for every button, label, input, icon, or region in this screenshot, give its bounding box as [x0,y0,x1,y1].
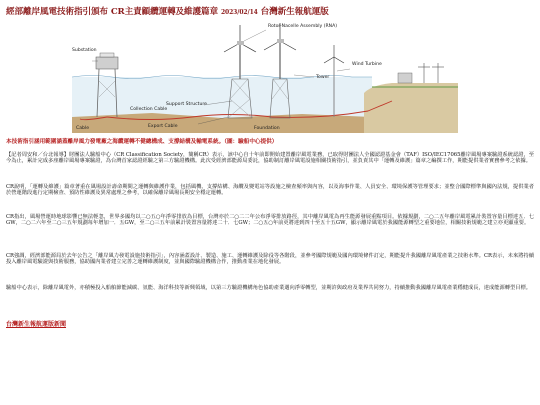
cable-label: Cable [76,126,90,131]
article-paragraph: CR強調，經濟部能源局於去年公告之「離岸風力發電設施技術指引」，內容涵蓋設計、製造、施工、運轉維護及除役等各階段，並參考國際規範及國內環境條件訂定，期能提升我國離岸風電產業之技術水準。CR表示，未來將持續投入離岸風電驗證與技術服務，協助國內業者建立完善之運轉維護制度，並與國際驗證機構合作，推動產業在地化發展。 [6,253,534,266]
rotor-nacelle-label: Rotor-Nacelle Assembly (RNA) [268,24,338,29]
article-paragraph: 驗船中心表示，除離岸風電外，亦積極投入船舶節能減碳、氫能、海洋科技等新興領域，以第三方驗證機構角色協助產業邁向淨零轉型，並期許與政府及業界共同努力，持續推動我國離岸風電產業穩健成長，達成能源轉型目標。 [6,285,531,291]
substation-label: Substation [72,48,97,53]
export-cable-label: Export Cable [148,124,178,129]
collection-cable-label: Collection Cable [130,107,168,112]
headline-title: 經部離岸風電技術指引頒布 CR主責顧纜運轉及維護篇章 [6,7,219,17]
tower-label: Tower [316,75,330,80]
onshore-station-icon [398,63,444,83]
article-paragraph: 【記者周安和／台北報導】財團法人驗船中心（CR Classification Society，簡稱CR）表示，該中心自十年前即開始建置離岸風電業務，已取得財團法人全國認證基金會（TAF）ISO/IEC17065離岸風場專案驗證系統認證，至今為止，累計完成多座離岸風場專案驗證，為台灣首家認證經驗之第三方驗證機構。此次受經濟部能源局委託，協助制訂離岸風電設施相關技術指引，並負責其中「運轉及維護」篇章之編撰工作，期能提供業者實務參考之依據。 [6,152,534,165]
wind-turbine-label: Wind Turbine [352,62,382,67]
article-headline [6,5,536,17]
headline-source: 台灣新生報航運版 [260,7,329,17]
figure-caption: 本技術指引涵用範圍涵蓋離岸風力發電廠之海纜運轉不健總構成、支撐結構及輸電系統。（圖：驗船中心提供） [6,139,278,145]
article-paragraph: CR說明，「運轉及維護」篇章著重在風場設計壽命期間之運轉與維護作業，包括風機、支撐結構、海纜及變電站等設施之檢查頻率與內容，以及海事作業、人員安全、環境保護等管理要求；並整合國際標準與國內法規，提供業者於營運階段進行定期檢查、預防性維護及異常處理之參考，以確保離岸風場長期安全穩定運轉。 [6,184,534,197]
headline-date: 2023/02/14 [220,9,258,16]
foundation-label: Foundation [254,126,280,131]
offshore-wind-farm-diagram [72,21,458,133]
source-news-link[interactable]: 台灣新生報航運版新聞 [6,321,67,328]
support-structure-label: Support Structure [166,102,207,107]
article-paragraph: CR指出，風場營運時地球影響已無法輕忽，世界多國均以二○五○年淨零排放為目標，台灣亦於二○二二年公布淨零排放路徑，其中離岸風電為再生能源發展重點項目。依據規劃，二○二五年離岸風電累計裝置容量目標達五．七GW，二○二六年至二○三五年規劃每年增加一．五GW，至二○三五年前累計裝置容量將達二十．七GW；二○五○年前更將達到四十至五十五GW，顯示離岸風電於我國能源轉型之重要地位，相關技術規範之建立亦更顯重要。 [6,214,534,227]
